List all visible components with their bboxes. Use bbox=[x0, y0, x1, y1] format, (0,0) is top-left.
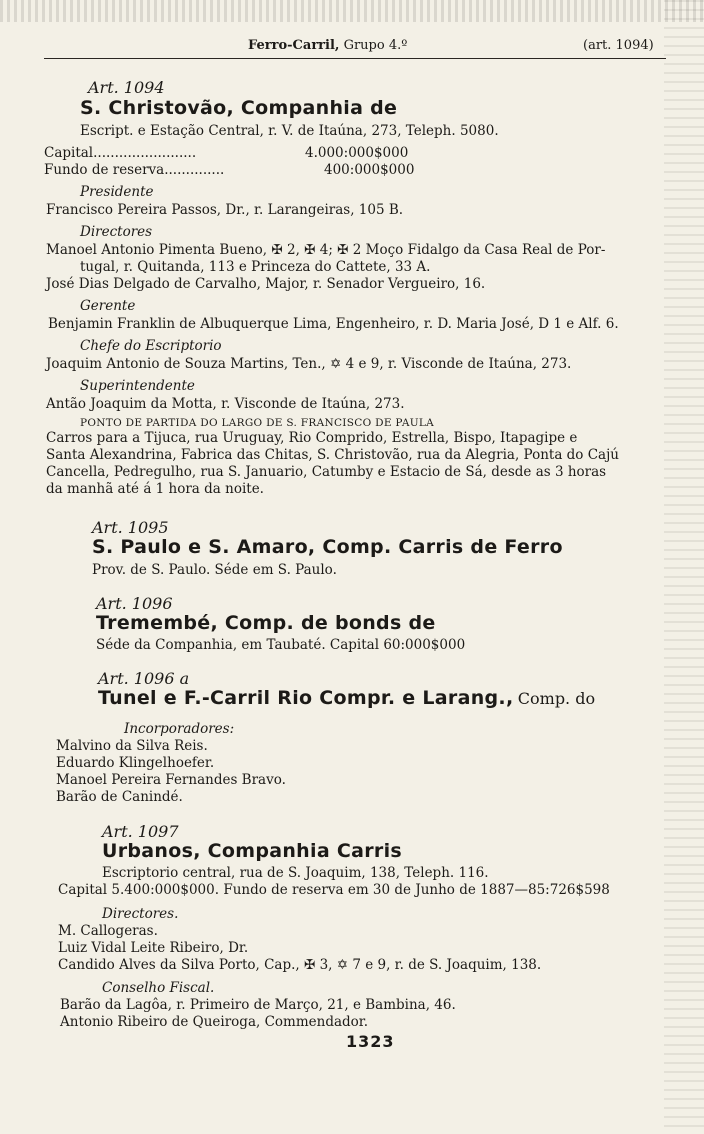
fundo-label: Fundo de reserva.............. bbox=[44, 162, 225, 178]
art-1097-director-1: M. Callogeras. bbox=[58, 923, 158, 939]
art-1096a-heading bbox=[98, 687, 596, 709]
carros-line-2: Santa Alexandrina, Fabrica das Chitas, S. Christovão, rua da Alegria, Ponta do Cajú bbox=[46, 447, 619, 463]
art-1095-number: Art. 1095 bbox=[92, 518, 169, 537]
incorporador-2: Eduardo Klingelhoefer. bbox=[56, 755, 215, 771]
scan-noise-top bbox=[0, 0, 704, 22]
art-1097-director-3: Candido Alves da Silva Porto, Cap., ✠ 3, ✡ 7 e 9, r. de S. Joaquim, 138. bbox=[58, 957, 542, 973]
art-1094-title: S. Christovão, Companhia de bbox=[80, 97, 398, 119]
art-1095-seat: Prov. de S. Paulo. Séde em S. Paulo. bbox=[92, 562, 337, 578]
art-1096-number: Art. 1096 bbox=[96, 594, 173, 613]
art-1096a-number: Art. 1096 a bbox=[98, 669, 190, 688]
incorporador-1: Malvino da Silva Reis. bbox=[56, 738, 208, 754]
director-2: José Dias Delgado de Carvalho, Major, r. Senador Vergueiro, 16. bbox=[46, 276, 486, 292]
art-1097-capital: Capital 5.400:000$000. Fundo de reserva em 30 de Junho de 1887—85:726$598 bbox=[58, 882, 610, 898]
conselho-heading: Conselho Fiscal. bbox=[102, 980, 215, 996]
art-1096a-title: Tunel e F.-Carril Rio Compr. e Larang., bbox=[98, 687, 514, 709]
incorporador-3: Manoel Pereira Fernandes Bravo. bbox=[56, 772, 286, 788]
art-1096-title: Tremembé, Comp. de bonds de bbox=[96, 612, 436, 634]
art-1095-title: S. Paulo e S. Amaro, Comp. Carris de Ferro bbox=[92, 536, 563, 558]
gerente-heading: Gerente bbox=[80, 298, 136, 314]
carros-line-4: da manhã até á 1 hora da noite. bbox=[46, 481, 264, 497]
capital-value: 4.000:000$000 bbox=[305, 145, 409, 161]
incorporador-4: Barão de Canindé. bbox=[56, 789, 183, 805]
art-1094-number: Art. 1094 bbox=[88, 78, 165, 97]
presidente-heading: Presidente bbox=[80, 184, 154, 200]
presidente-entry: Francisco Pereira Passos, Dr., r. Larangeiras, 105 B. bbox=[46, 202, 404, 218]
art-1097-office: Escriptorio central, rua de S. Joaquim, 138, Teleph. 116. bbox=[102, 865, 489, 881]
art-1097-title: Urbanos, Companhia Carris bbox=[102, 840, 402, 862]
superintendente-entry: Antão Joaquim da Motta, r. Visconde de Itaúna, 273. bbox=[46, 396, 405, 412]
conselho-member-2: Antonio Ribeiro de Queiroga, Commendador. bbox=[60, 1014, 369, 1030]
chefe-heading: Chefe do Escriptorio bbox=[80, 338, 222, 354]
superintendente-heading: Superintendente bbox=[80, 378, 195, 394]
carros-line-3: Cancella, Pedregulho, rua S. Januario, Catumby e Estacio de Sá, desde as 3 horas bbox=[46, 464, 607, 480]
header-title: Ferro-Carril, bbox=[248, 38, 340, 53]
header-rule bbox=[44, 58, 666, 59]
conselho-member-1: Barão da Lagôa, r. Primeiro de Março, 21, e Bambina, 46. bbox=[60, 997, 456, 1013]
ponto-partida: PONTO DE PARTIDA DO LARGO DE S. FRANCISCO DE PAULA bbox=[80, 417, 435, 429]
carros-line-1: Carros para a Tijuca, rua Uruguay, Rio Comprido, Estrella, Bispo, Itapagipe e bbox=[46, 430, 578, 446]
art-1094-office: Escript. e Estação Central, r. V. de Itaúna, 273, Teleph. 5080. bbox=[80, 123, 499, 139]
director-1-line-1: Manoel Antonio Pimenta Bueno, ✠ 2, ✠ 4; ✠ 2 Moço Fidalgo da Casa Real de Por- bbox=[46, 242, 606, 258]
art-1097-director-2: Luiz Vidal Leite Ribeiro, Dr. bbox=[58, 940, 249, 956]
gerente-entry: Benjamin Franklin de Albuquerque Lima, Engenheiro, r. D. Maria José, D 1 e Alf. 6. bbox=[48, 316, 619, 332]
header-ref: (art. 1094) bbox=[583, 38, 654, 53]
director-1-line-2: tugal, r. Quitanda, 113 e Princeza do Cattete, 33 A. bbox=[80, 259, 431, 275]
capital-label: Capital........................ bbox=[44, 145, 197, 161]
running-header bbox=[248, 38, 407, 54]
art-1096a-title-tail: Comp. do bbox=[517, 689, 596, 708]
fundo-value: 400:000$000 bbox=[324, 162, 415, 178]
art-1096-seat: Séde da Companhia, em Taubaté. Capital 60:000$000 bbox=[96, 637, 466, 653]
header-group: Grupo 4.º bbox=[343, 38, 408, 53]
art-1097-number: Art. 1097 bbox=[102, 822, 179, 841]
page-folio: 1323 bbox=[346, 1032, 395, 1051]
art-1097-directores-heading: Directores. bbox=[102, 906, 179, 922]
scan-noise-right bbox=[664, 0, 704, 1134]
chefe-entry: Joaquim Antonio de Souza Martins, Ten., ✡ 4 e 9, r. Visconde de Itaúna, 273. bbox=[46, 356, 572, 372]
directores-heading: Directores bbox=[80, 224, 153, 240]
incorporadores-heading: Incorporadores: bbox=[124, 721, 235, 737]
